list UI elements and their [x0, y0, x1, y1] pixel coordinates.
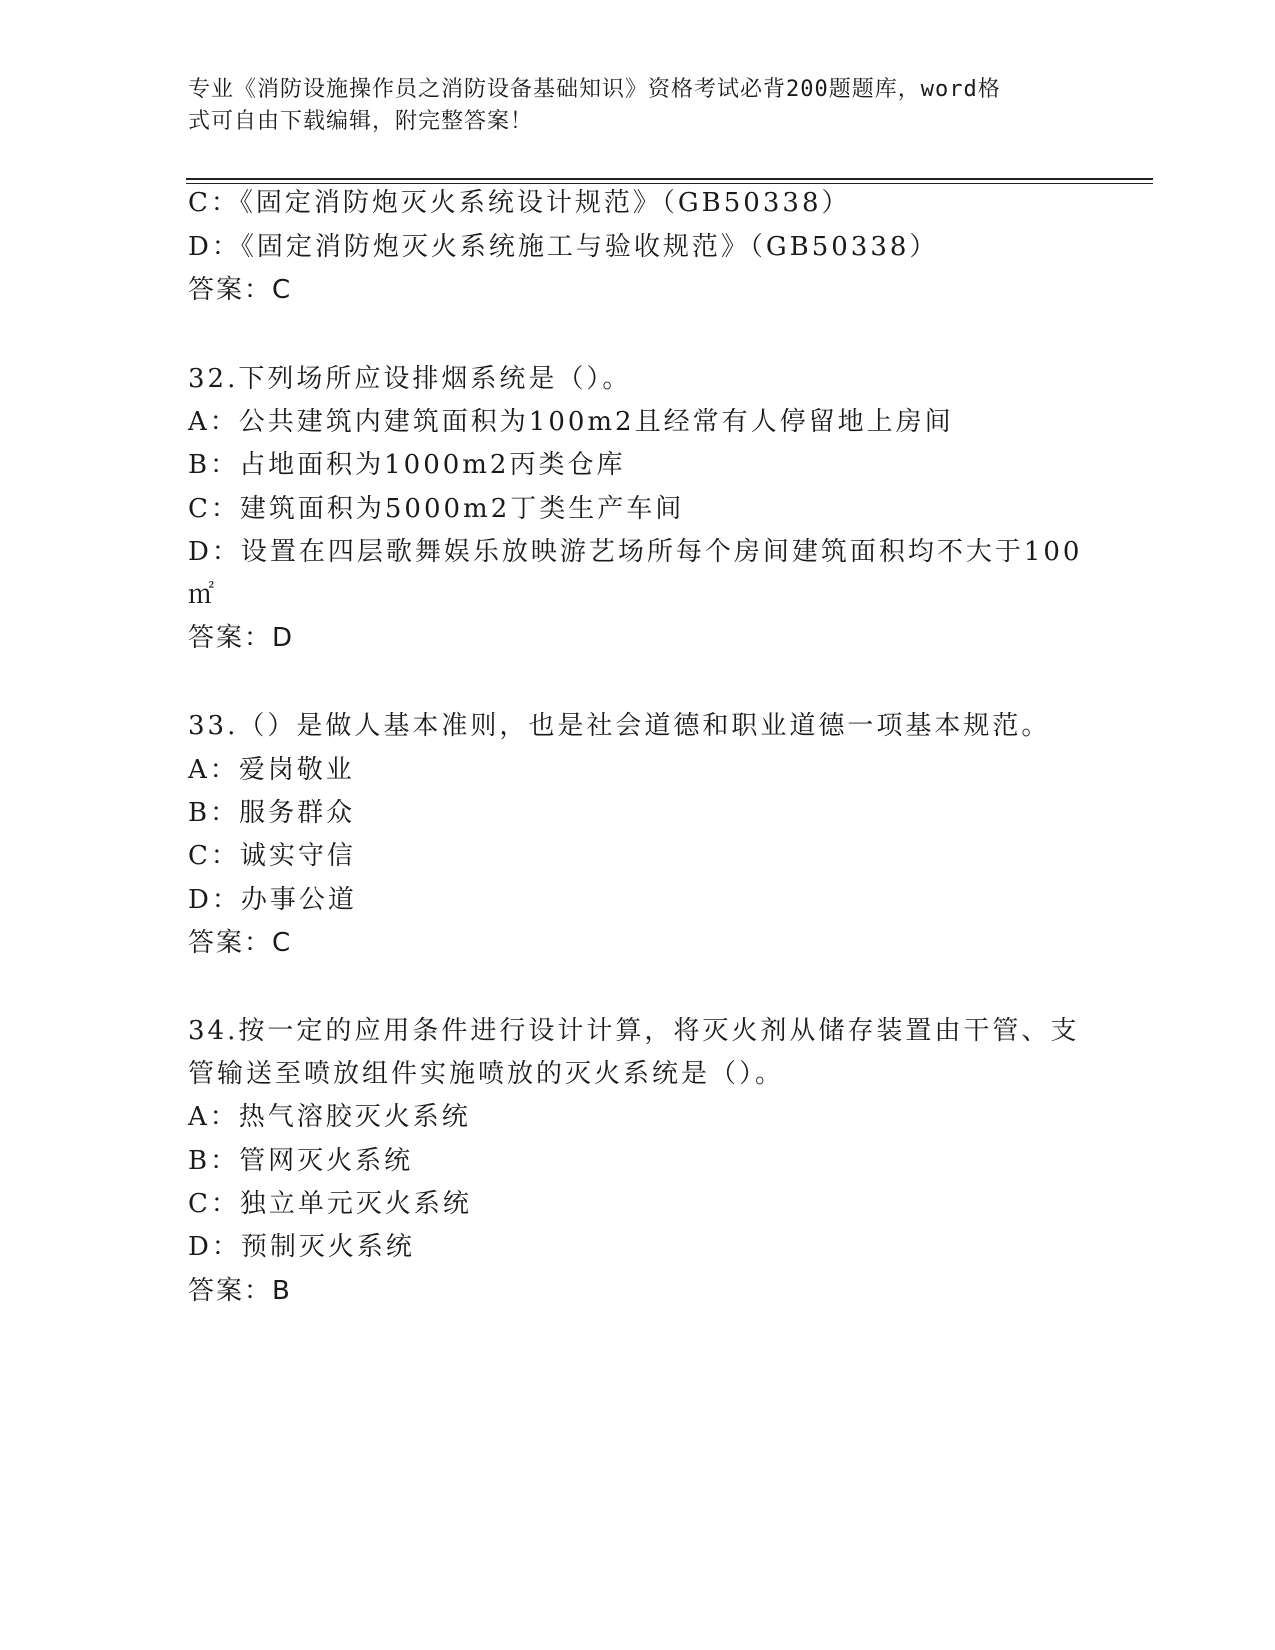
q32-option-d-line-2: ㎡	[188, 580, 218, 610]
q33-option-a: A：爱岗敬业	[188, 755, 355, 785]
q32-answer: 答案：D	[188, 623, 295, 653]
q31-answer: 答案：C	[188, 275, 293, 305]
header-divider-thick	[186, 178, 1153, 180]
q32-option-a: A：公共建筑内建筑面积为100m2且经常有人停留地上房间	[188, 407, 954, 437]
q32-option-b: B：占地面积为1000m2丙类仓库	[188, 450, 626, 480]
q31-option-d: D：《固定消防炮灭火系统施工与验收规范》（GB50338）	[188, 232, 939, 262]
q31-option-c: C：《固定消防炮灭火系统设计规范》（GB50338）	[188, 188, 851, 218]
q34-option-c: C：独立单元灭火系统	[188, 1189, 472, 1219]
header-divider-thin	[186, 183, 1153, 184]
q34-stem-line-2: 管输送至喷放组件实施喷放的灭火系统是（）。	[188, 1059, 785, 1089]
header-line-1: 专业《消防设施操作员之消防设备基础知识》资格考试必背200题题库，word格	[188, 77, 1001, 102]
q34-stem-line-1: 34.按一定的应用条件进行设计计算，将灭火剂从储存装置由干管、支	[188, 1016, 1080, 1046]
q32-option-d-line-1: D：设置在四层歌舞娱乐放映游艺场所每个房间建筑面积均不大于100	[188, 537, 1083, 567]
q32-option-c: C：建筑面积为5000m2丁类生产车间	[188, 494, 685, 524]
q33-option-b: B：服务群众	[188, 798, 356, 828]
q33-option-d: D：办事公道	[188, 885, 357, 915]
q34-answer: 答案：B	[188, 1276, 292, 1306]
q33-answer: 答案：C	[188, 928, 293, 958]
header-line-2: 式可自由下载编辑，附完整答案！	[188, 109, 534, 134]
q34-option-a: A：热气溶胶灭火系统	[188, 1102, 471, 1132]
q33-option-c: C：诚实守信	[188, 841, 356, 871]
q34-option-d: D：预制灭火系统	[188, 1232, 415, 1262]
q34-option-b: B：管网灭火系统	[188, 1146, 414, 1176]
q32-stem: 32.下列场所应设排烟系统是（）。	[188, 364, 632, 394]
q33-stem: 33.（）是做人基本准则，也是社会道德和职业道德一项基本规范。	[188, 711, 1051, 741]
document-header	[188, 74, 1068, 138]
